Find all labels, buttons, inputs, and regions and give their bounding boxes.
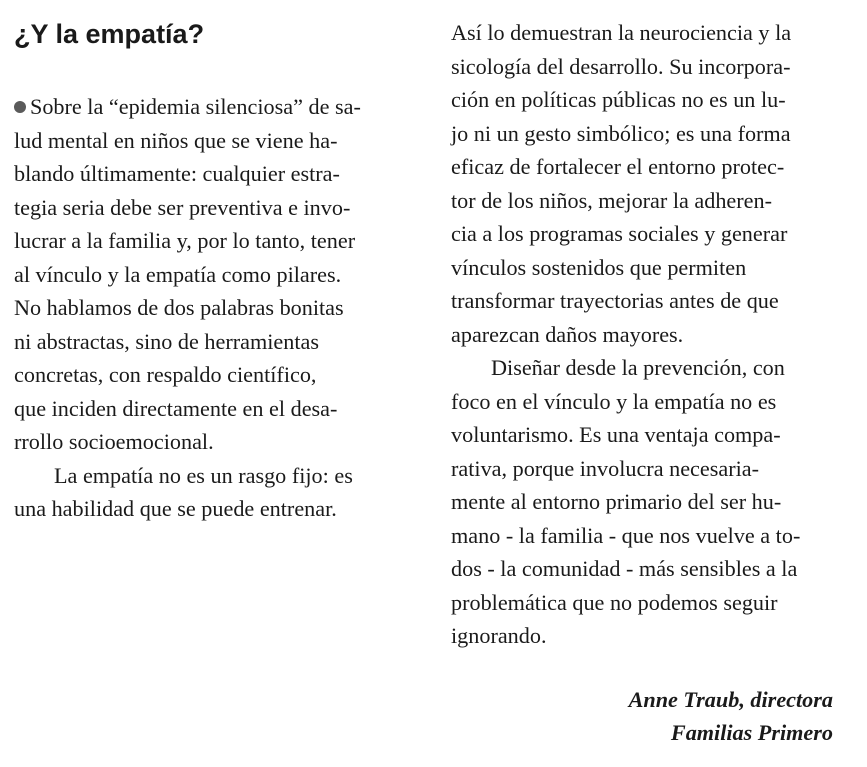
text-line: foco en el vínculo y la empatía no es [451,388,777,414]
headline: ¿Y la empatía? [14,19,205,49]
text-line: vínculos sostenidos que permiten [451,254,747,280]
bullet-icon [14,101,26,113]
text-line: No hablamos de dos palabras bonitas [14,295,344,320]
text-line: Así lo demuestran la neurociencia y la [451,20,792,45]
text-line: sicología del desarrollo. Su incorpora- [451,53,791,79]
text-line: lucrar a la familia y, por lo tanto, tener [14,228,356,253]
text-line: Diseñar desde la prevención, con [491,355,785,380]
text-line: transformar trayectorias antes de que [451,288,779,313]
text-line: mente al entorno primario del ser hu- [451,489,782,514]
text-line: que inciden directamente en el desa- [14,395,338,421]
text-line: al vínculo y la empatía como pilares. [14,261,342,287]
text-line: concretas, con respaldo científico, [14,362,317,387]
text-line: una habilidad que se puede entrenar. [14,496,337,521]
text-line: rativa, porque involucra necesaria- [451,455,760,481]
signature-organization: Familias Primero [670,720,833,745]
text-line: Sobre la “epidemia silenciosa” de sa- [14,90,361,124]
signature [629,683,833,749]
text-line: ción en políticas públicas no es un lu- [451,87,786,112]
text-line: tor de los niños, mejorar la adheren- [451,187,772,213]
text-line: ignorando. [451,623,547,648]
right-column [451,16,800,653]
text-line: problemática que no podemos seguir [451,589,778,615]
text-line: tegia seria debe ser preventiva e invo- [14,194,351,220]
text-line: dos - la comunidad - más sensibles a la [451,556,798,581]
text-line: blando últimamente: cualquier estra- [14,161,340,186]
text-line: cia a los programas sociales y generar [451,221,788,246]
signature-author: Anne Traub, directora [628,687,833,712]
left-column [14,90,361,526]
text-line: lud mental en niños que se viene ha- [14,127,338,153]
text-line: aparezcan daños mayores. [451,321,684,347]
text-line: mano - la familia - que nos vuelve a to- [451,522,801,548]
text-line: eficaz de fortalecer el entorno protec- [451,154,785,179]
text-line: rrollo socioemocional. [14,429,214,454]
text-line: ni abstractas, sino de herramientas [14,328,319,354]
text-line: voluntarismo. Es una ventaja compa- [451,422,781,447]
text-line: jo ni un gesto simbólico; es una forma [451,120,791,146]
text-line: La empatía no es un rasgo fijo: es [54,462,353,488]
